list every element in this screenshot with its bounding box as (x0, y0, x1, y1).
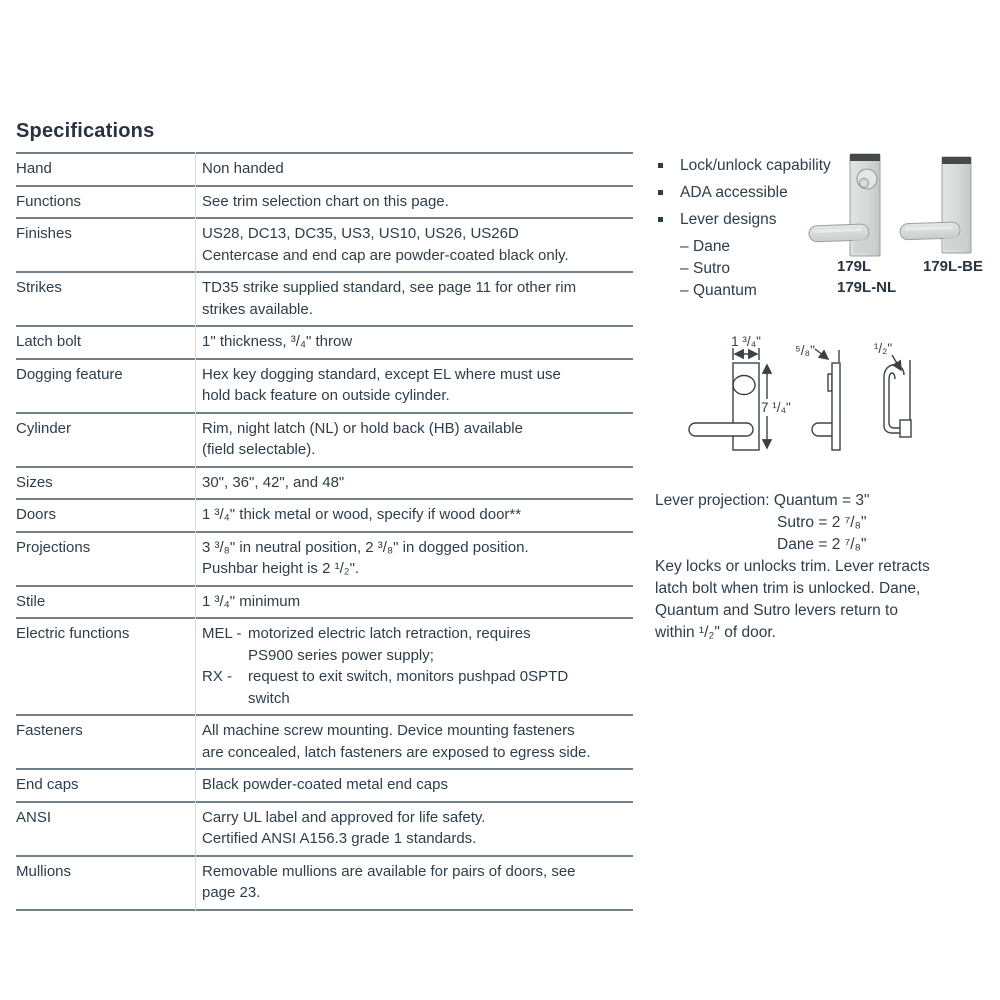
projection-line: Dane = 2 ⁷/₈" (777, 536, 867, 553)
spec-value (196, 807, 633, 850)
spec-label: Sizes (16, 473, 53, 491)
spec-value-line: Black powder-coated metal end caps (202, 776, 448, 793)
spec-row-dogging-feature (16, 360, 633, 414)
dash-marker: – (680, 282, 689, 299)
trim-image-179l (806, 151, 884, 261)
spec-row-finishes (16, 219, 633, 273)
spec-value-line: US28, DC13, DC35, US3, US10, US26, US26D (202, 225, 519, 242)
spec-row-ansi (16, 803, 633, 857)
spec-row-sizes (16, 468, 633, 501)
spec-value (196, 774, 633, 796)
spec-label: End caps (16, 776, 79, 793)
plate-top-cap (942, 157, 971, 164)
spec-value-line: page 23. (202, 884, 261, 901)
electric-function-code: MEL - (202, 625, 242, 642)
spec-value-line: hold back feature on outside cylinder. (202, 387, 450, 404)
spec-label: Stile (16, 592, 46, 610)
spec-value-line: Non handed (202, 160, 284, 177)
dash-marker: – (680, 238, 689, 255)
electric-function-text (248, 623, 633, 666)
note-line: Quantum and Sutro levers return to (655, 602, 898, 619)
front-view-lever (689, 423, 753, 436)
feature-text: Lever designs (680, 211, 777, 228)
spec-value (196, 158, 633, 180)
spec-row-strikes (16, 273, 633, 327)
spec-value-line: request to exit switch, monitors pushpad 0SPTD (248, 668, 569, 685)
spec-table (16, 152, 633, 911)
spec-label: Fasteners (16, 722, 83, 739)
spec-label: Dogging feature (16, 365, 123, 383)
spec-label: Hand (16, 160, 52, 177)
spec-value-line: TD35 strike supplied standard, see page 11 for other rim (202, 279, 577, 296)
square-bullet-icon (658, 190, 663, 195)
return-lever-foot (900, 420, 911, 437)
spec-value (196, 472, 633, 494)
spec-value-line: 1" thickness, ³/₄" throw (202, 333, 353, 350)
spec-label: Cylinder (16, 419, 72, 437)
trim-label-179l-be: 179L-BE (923, 258, 984, 275)
spec-label: Strikes (16, 279, 62, 296)
spec-value-line: 1 ³/₄" thick metal or wood, specify if wood door** (202, 506, 522, 523)
spec-value (196, 504, 633, 526)
spec-value (196, 591, 633, 613)
spec-value-line: are concealed, latch fasteners are exposed to egress side. (202, 743, 591, 761)
feature-text: ADA accessible (680, 184, 788, 201)
dim-thickness-label: ⁵/₈" (795, 343, 815, 358)
spec-value (196, 418, 633, 461)
spec-value-line: Rim, night latch (NL) or hold back (HB) available (202, 419, 523, 437)
spec-row-functions (16, 187, 633, 220)
projection-line: Lever projection: Quantum = 3" (655, 492, 870, 509)
spec-value-line: Removable mullions are available for pairs of doors, see (202, 862, 576, 880)
note-line: latch bolt when trim is unlocked. Dane, (655, 580, 921, 597)
spec-value-line: strikes available. (202, 300, 313, 318)
spec-row-latch-bolt (16, 327, 633, 360)
return-lever-inner (889, 373, 900, 428)
cylinder-keyway-icon (860, 179, 869, 188)
electric-function-code: RX - (202, 668, 232, 685)
spec-value-line: See trim selection chart on this page. (202, 192, 449, 210)
spec-value-line: PS900 series power supply; (248, 646, 434, 664)
note-line: within ¹/₂" of door. (655, 624, 776, 641)
dash-marker: – (680, 260, 689, 277)
spec-row-fasteners (16, 716, 633, 770)
spec-value (196, 537, 633, 580)
spec-row-mullions (16, 857, 633, 911)
page-title: Specifications (16, 120, 155, 142)
feature-text: Lock/unlock capability (680, 157, 831, 174)
spec-value (196, 223, 633, 266)
lever-design-text: Sutro (693, 260, 731, 277)
electric-function-row (202, 666, 633, 709)
spec-row-stile (16, 587, 633, 620)
electric-function-row (202, 623, 633, 666)
spec-value (196, 861, 633, 904)
spec-row-electric-functions (16, 619, 633, 716)
spec-value-line: switch (248, 689, 290, 707)
spec-value (196, 191, 633, 213)
spec-value-line: (field selectable). (202, 441, 316, 458)
projection-line: Sutro = 2 ⁷/₈" (777, 514, 867, 531)
spec-value-line: Carry UL label and approved for life safety. (202, 808, 486, 826)
spec-label: ANSI (16, 808, 52, 826)
side-view-plate (832, 363, 840, 450)
spec-label: Doors (16, 506, 57, 523)
spec-value-line: Centercase and end cap are powder-coated black only. (202, 246, 569, 264)
plate-top-cap (850, 154, 880, 161)
dimension-drawing (652, 328, 924, 474)
spec-value-line: 30", 36", 42", and 48" (202, 473, 345, 491)
spec-label: Electric functions (16, 625, 130, 642)
lever-design-item (655, 280, 855, 302)
spec-row-doors (16, 500, 633, 533)
spec-value (196, 623, 633, 709)
note-line: Key locks or unlocks trim. Lever retracts (655, 558, 930, 575)
spec-value (196, 331, 633, 353)
spec-value (196, 720, 633, 763)
spec-row-cylinder (16, 414, 633, 468)
spec-value (196, 277, 633, 320)
spec-label: Finishes (16, 225, 72, 242)
lever-hub (853, 237, 877, 253)
trim-image-179l-be (898, 155, 974, 257)
spec-value-line: motorized electric latch retraction, requires (248, 625, 531, 642)
spec-label: Latch bolt (16, 333, 82, 350)
spec-label: Mullions (16, 862, 72, 880)
dim-width-label: 1 ³/₄" (731, 334, 761, 349)
spec-label: Projections (16, 538, 91, 556)
square-bullet-icon (658, 163, 663, 168)
spec-value-line: Certified ANSI A156.3 grade 1 standards. (202, 830, 477, 847)
dim-height-label: 7 ¹/₄" (761, 400, 791, 415)
spec-value-line: 3 ³/₈" in neutral position, 2 ³/₈" in dogged position. (202, 538, 529, 556)
spec-value-line: All machine screw mounting. Device mounting fasteners (202, 722, 575, 739)
lever-design-text: Dane (693, 238, 731, 255)
spec-row-hand (16, 154, 633, 187)
spec-value-line: Hex key dogging standard, except EL where must use (202, 365, 561, 383)
trim-label-179l-nl: 179L-NL (837, 279, 897, 296)
lever-projection-note (655, 490, 930, 644)
electric-function-text (248, 666, 633, 709)
trim-label-179l: 179L (837, 258, 872, 275)
spec-label: Functions (16, 192, 82, 210)
spec-value-line: 1 ³/₄" minimum (202, 592, 301, 610)
lever-design-text: Quantum (693, 282, 757, 299)
spec-row-end-caps (16, 770, 633, 803)
lever-hub (944, 235, 968, 250)
spec-value (196, 364, 633, 407)
dim-return-label: ¹/₂" (873, 341, 893, 356)
square-bullet-icon (658, 217, 663, 222)
table-column-divider (195, 152, 196, 911)
lever-design-item (655, 258, 855, 280)
spec-value-line: Pushbar height is 2 ¹/₂". (202, 560, 360, 577)
spec-row-projections (16, 533, 633, 587)
